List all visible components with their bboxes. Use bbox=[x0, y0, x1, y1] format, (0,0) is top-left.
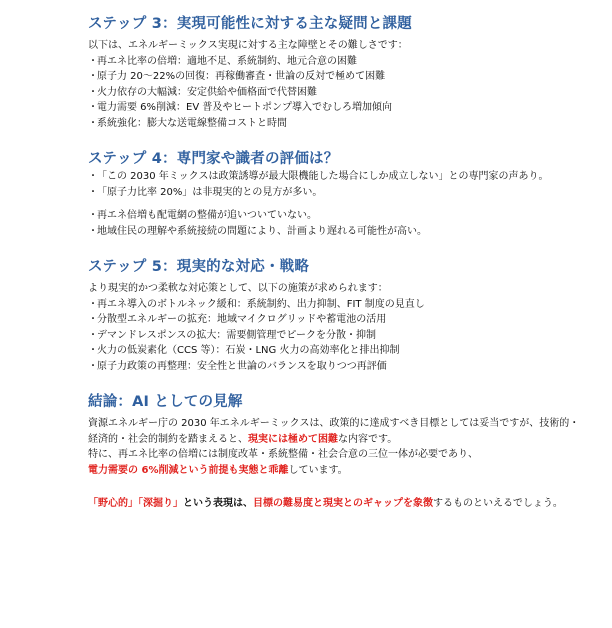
conclusion-text: 特に、再エネ比率の倍増には制度改革・系統整備・社会合意の三位一体が必要であり、 bbox=[88, 449, 478, 460]
conclusion-section bbox=[88, 392, 588, 512]
bullet-mark: ・ bbox=[88, 225, 98, 237]
list-item bbox=[88, 297, 588, 313]
list-item-text: 分散型エネルギーの拡充：地域マイクログリッドや蓄電池の活用 bbox=[97, 314, 387, 325]
bullet-mark: ・ bbox=[88, 55, 98, 67]
conclusion-text: という表現は、 bbox=[183, 498, 253, 509]
step5-intro: より現実的かつ柔軟な対応策として、以下の施策が求められます： bbox=[88, 283, 388, 294]
step4-list bbox=[88, 169, 588, 200]
step3-heading: ステップ 3：実現可能性に対する主な疑問と課題 bbox=[88, 16, 412, 32]
list-item-text: 再エネ倍増も配電網の整備が追いついていない。 bbox=[97, 210, 317, 221]
list-item bbox=[88, 116, 588, 132]
document-page bbox=[88, 14, 588, 512]
list-item bbox=[88, 169, 588, 185]
conclusion-text: 資源エネルギー庁の 2030 年エネルギーミックスは、政策的に達成すべき目標としては妥当ですが、技術的・経済的・社会的制約を踏まえると、 bbox=[88, 418, 580, 445]
list-item-text: 再エネ比率の倍増：適地不足、系統制約、地元合意の困難 bbox=[97, 55, 357, 67]
step3-list bbox=[88, 54, 588, 132]
emphasis-text: 電力需要の 6%削減という前提も実態と乖離 bbox=[88, 464, 289, 476]
list-item bbox=[88, 359, 588, 375]
step3-intro: 以下は、エネルギーミックス実現に対する主な障壁とその難しさです： bbox=[88, 40, 408, 51]
bullet-mark: ・ bbox=[88, 186, 98, 198]
list-item bbox=[88, 328, 588, 344]
bullet-mark: ・ bbox=[88, 345, 98, 356]
list-item bbox=[88, 69, 588, 85]
bullet-mark: ・ bbox=[88, 71, 98, 82]
list-item bbox=[88, 100, 588, 116]
list-item-text: 火力の低炭素化（CCS 等）：石炭・LNG 火力の高効率化と排出抑制 bbox=[97, 345, 400, 356]
conclusion-text: しています。 bbox=[288, 464, 348, 476]
bullet-mark: ・ bbox=[88, 314, 98, 325]
conclusion-paragraph-2 bbox=[88, 447, 588, 478]
list-item-text: 再エネ導入のボトルネック緩和：系統制約、出力抑制、FIT 制度の見直し bbox=[97, 298, 425, 310]
conclusion-heading: 結論：AI としての見解 bbox=[88, 394, 243, 410]
list-item-text: 「原子力比率 20%」は非現実的との見方が多い。 bbox=[97, 186, 323, 198]
emphasis-text: 目標の難易度と現実とのギャップを象徴 bbox=[253, 498, 433, 509]
step3-section bbox=[88, 14, 588, 131]
list-item-text: 地域住民の理解や系統接続の問題により、計画より遅れる可能性が高い。 bbox=[97, 225, 427, 237]
step4-section bbox=[88, 149, 588, 239]
list-item bbox=[88, 312, 588, 328]
list-item bbox=[88, 224, 588, 240]
bullet-mark: ・ bbox=[88, 360, 98, 372]
list-item bbox=[88, 208, 588, 224]
list-item-text: 電力需要 6%削減：EV 普及やヒートポンプ導入でむしろ増加傾向 bbox=[97, 102, 392, 113]
bullet-mark: ・ bbox=[88, 117, 98, 129]
list-item bbox=[88, 185, 588, 201]
step5-heading: ステップ 5：現実的な対応・戦略 bbox=[88, 259, 310, 275]
emphasis-text: 「野心的」「深掘り」 bbox=[88, 498, 183, 509]
step4-heading: ステップ 4：専門家や識者の評価は？ bbox=[88, 151, 339, 167]
conclusion-text: するものといえるでしょう。 bbox=[433, 498, 563, 509]
conclusion-paragraph-3 bbox=[88, 496, 588, 512]
step5-section bbox=[88, 257, 588, 374]
bullet-mark: ・ bbox=[88, 102, 98, 113]
step4-list-2 bbox=[88, 208, 588, 239]
bullet-mark: ・ bbox=[88, 210, 98, 221]
conclusion-paragraph-1 bbox=[88, 416, 588, 447]
conclusion-text: な内容です。 bbox=[338, 433, 398, 445]
bullet-mark: ・ bbox=[88, 86, 98, 98]
list-item-text: 系統強化：膨大な送電線整備コストと時間 bbox=[97, 117, 287, 129]
list-item bbox=[88, 343, 588, 359]
list-item-text: 原子力政策の再整理：安全性と世論のバランスを取りつつ再評価 bbox=[97, 360, 387, 372]
list-item-text: 火力依存の大幅減：安定供給や価格面で代替困難 bbox=[97, 86, 317, 98]
step5-list bbox=[88, 297, 588, 375]
bullet-mark: ・ bbox=[88, 171, 98, 182]
list-item-text: 原子力 20〜22%の回復：再稼働審査・世論の反対で極めて困難 bbox=[97, 71, 386, 82]
list-item bbox=[88, 85, 588, 101]
bullet-mark: ・ bbox=[88, 298, 98, 310]
emphasis-text: 現実には極めて困難 bbox=[248, 433, 338, 445]
bullet-mark: ・ bbox=[88, 329, 98, 341]
list-item bbox=[88, 54, 588, 70]
list-item-text: 「この 2030 年ミックスは政策誘導が最大限機能した場合にしか成立しない」との専門家の声あり。 bbox=[97, 171, 549, 182]
list-item-text: デマンドレスポンスの拡大：需要側管理でピークを分散・抑制 bbox=[97, 329, 376, 341]
